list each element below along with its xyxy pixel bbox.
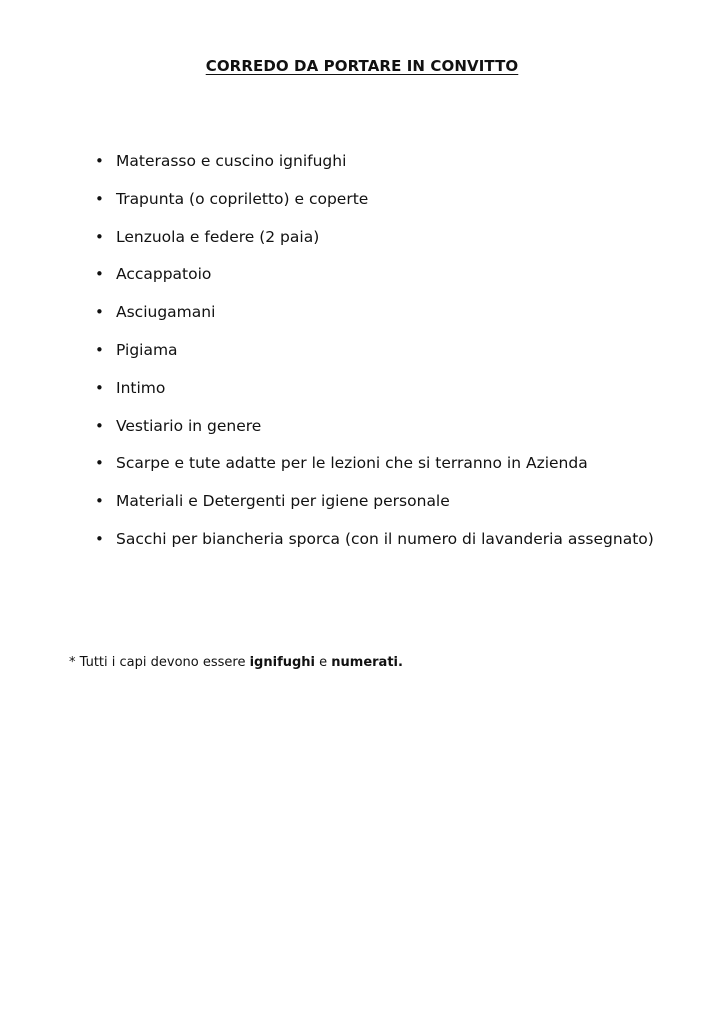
bullet-icon: • — [95, 454, 104, 473]
item-text: Vestiario in genere — [116, 416, 262, 435]
item-text: Accappatoio — [116, 265, 212, 284]
list-item — [92, 377, 654, 415]
list-item — [92, 415, 654, 453]
item-text: Intimo — [116, 378, 166, 397]
list-item — [92, 301, 654, 339]
bullet-icon: • — [95, 416, 104, 435]
bullet-icon: • — [95, 492, 104, 511]
bullet-icon: • — [95, 152, 104, 170]
item-text: Lenzuola e federe (2 paia) — [116, 227, 320, 246]
page-title: CORREDO DA PORTARE IN CONVITTO — [205, 57, 519, 75]
item-text: Scarpe e tute adatte per le lezioni che si terranno in Azienda — [116, 454, 588, 473]
list-item — [92, 263, 654, 301]
item-text: Materasso e cuscino ignifughi — [116, 152, 347, 170]
item-text: Sacchi per biancheria sporca (con il numero di lavanderia assegnato) — [116, 529, 654, 548]
bullet-icon: • — [95, 340, 104, 359]
bullet-icon: • — [95, 378, 104, 397]
list-item — [92, 339, 654, 377]
footnote-emphasis-ignifughi: ignifughi — [249, 655, 315, 670]
list-item — [92, 226, 654, 264]
footnote-middle: e — [315, 655, 332, 670]
list-item — [92, 528, 654, 566]
list-item — [92, 452, 654, 490]
footnote-prefix: * Tutti i capi devono essere — [69, 655, 250, 670]
item-text: Materiali e Detergenti per igiene personale — [116, 492, 450, 511]
footnote — [69, 655, 403, 670]
footnote-emphasis-numerati: numerati. — [331, 655, 403, 670]
list-item — [92, 150, 654, 188]
bullet-icon: • — [95, 529, 104, 548]
bullet-icon: • — [95, 227, 104, 246]
item-text: Asciugamani — [116, 303, 216, 322]
item-text: Trapunta (o copriletto) e coperte — [116, 189, 369, 208]
bullet-icon: • — [95, 189, 104, 208]
item-text: Pigiama — [116, 340, 178, 359]
bullet-icon: • — [95, 303, 104, 322]
items-list — [92, 150, 654, 566]
list-item — [92, 188, 654, 226]
list-item — [92, 490, 654, 528]
bullet-icon: • — [95, 265, 104, 284]
